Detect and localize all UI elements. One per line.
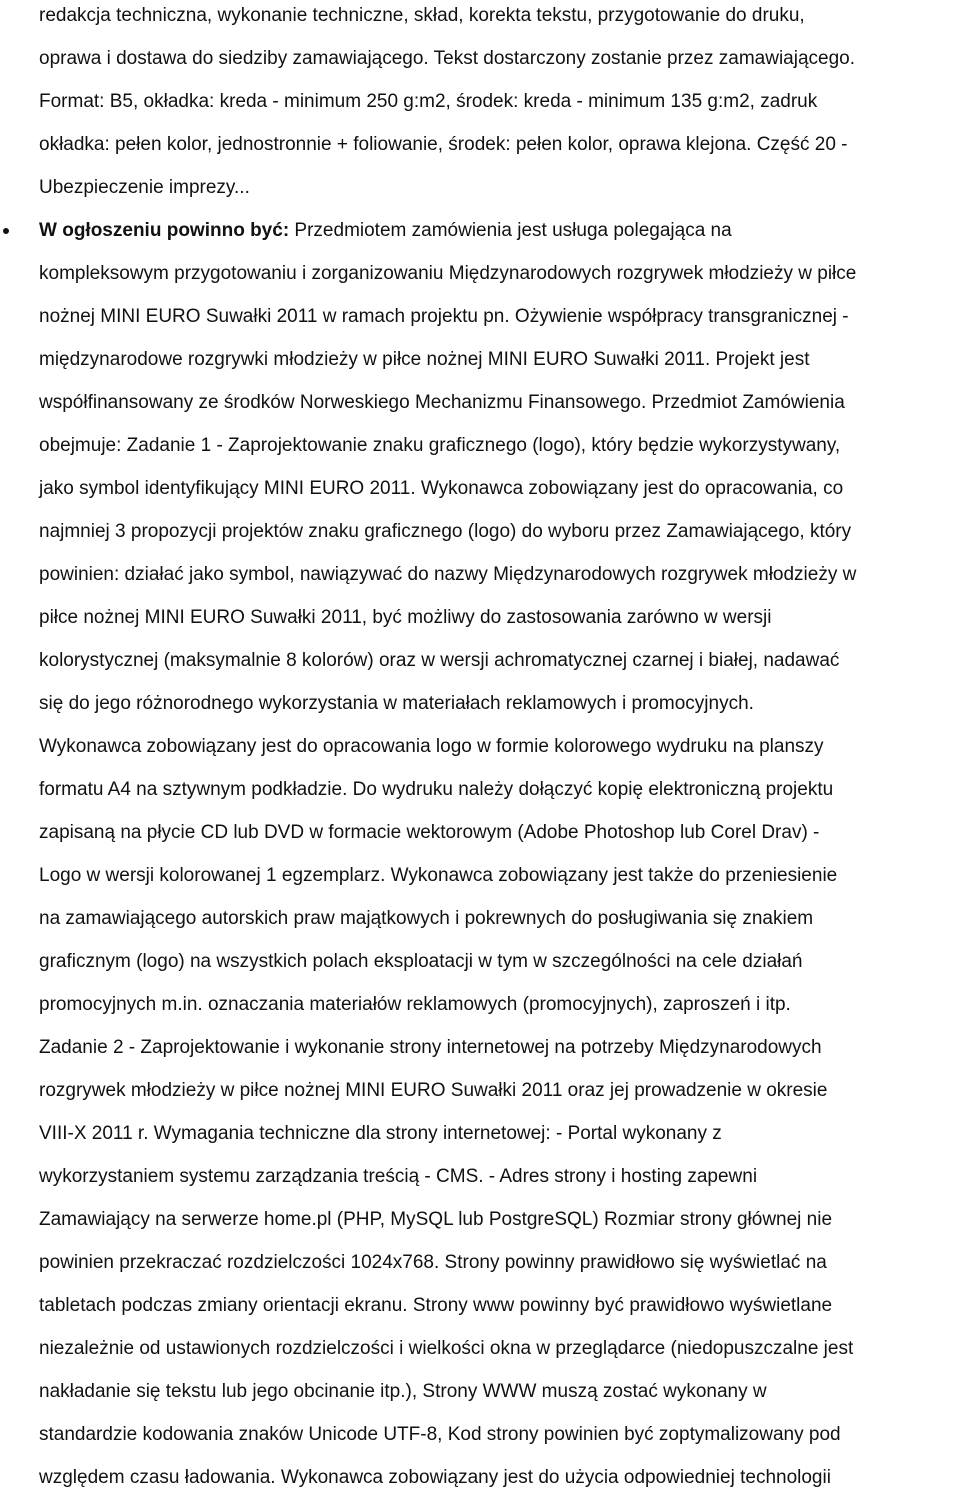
- bullet-first-line-text: Przedmiotem zamówienia jest usługa polegająca na: [289, 220, 732, 241]
- text-line: powinien: działać jako symbol, nawiązywać do nazwy Międzynarodowych rozgrywek młodzieży w: [39, 564, 857, 585]
- text-line: Ubezpieczenie imprezy...: [39, 177, 250, 198]
- text-line: Format: B5, okładka: kreda - minimum 250 g:m2, środek: kreda - minimum 135 g:m2, zadruk: [39, 91, 818, 112]
- text-line: oprawa i dostawa do siedziby zamawiającego. Tekst dostarczony zostanie przez zamawiającego.: [39, 48, 856, 69]
- bullet-first-line: [0, 209, 960, 252]
- bullet-icon: [3, 228, 9, 234]
- text-line: promocyjnych m.in. oznaczania materiałów reklamowych (promocyjnych), zaproszeń i itp.: [39, 994, 791, 1015]
- text-line: VIII-X 2011 r. Wymagania techniczne dla strony internetowej: - Portal wykonany z: [39, 1123, 722, 1144]
- text-line: kolorystycznej (maksymalnie 8 kolorów) oraz w wersji achromatycznej czarnej i białej, nadawać: [39, 650, 840, 671]
- text-line: Zadanie 2 - Zaprojektowanie i wykonanie strony internetowej na potrzeby Międzynarodowych: [39, 1037, 822, 1058]
- text-line: tabletach podczas zmiany orientacji ekranu. Strony www powinny być prawidłowo wyświetlane: [39, 1295, 833, 1316]
- text-line: nożnej MINI EURO Suwałki 2011 w ramach projektu pn. Ożywienie współpracy transgranicznej -: [39, 306, 849, 327]
- text-line: standardzie kodowania znaków Unicode UTF-8, Kod strony powinien być zoptymalizowany pod: [39, 1424, 841, 1445]
- text-line: graficznym (logo) na wszystkich polach eksploatacji w tym w szczególności na cele działań: [39, 951, 803, 972]
- text-line: międzynarodowe rozgrywki młodzieży w piłce nożnej MINI EURO Suwałki 2011. Projekt jest: [39, 349, 810, 370]
- text-line: na zamawiającego autorskich praw majątkowych i pokrewnych do posługiwania się znakiem: [39, 908, 814, 929]
- intro-paragraph: [0, 0, 960, 209]
- text-line: okładka: pełen kolor, jednostronnie + foliowanie, środek: pełen kolor, oprawa klejona. Część 20 -: [39, 134, 848, 155]
- bullet-paragraph: [0, 209, 960, 1499]
- text-line: zapisaną na płycie CD lub DVD w formacie wektorowym (Adobe Photoshop lub Corel Drav) -: [39, 822, 820, 843]
- bullet-body: [0, 252, 960, 1499]
- bullet-lead: W ogłoszeniu powinno być:: [39, 220, 290, 241]
- text-line: nakładanie się tekstu lub jego obcinanie itp.), Strony WWW muszą zostać wykonany w: [39, 1381, 767, 1402]
- text-line: rozgrywek młodzieży w piłce nożnej MINI EURO Suwałki 2011 oraz jej prowadzenie w okresie: [39, 1080, 828, 1101]
- text-line: Wykonawca zobowiązany jest do opracowania logo w formie kolorowego wydruku na planszy: [39, 736, 824, 757]
- text-line: współfinansowany ze środków Norweskiego Mechanizmu Finansowego. Przedmiot Zamówienia: [39, 392, 845, 413]
- text-line: niezależnie od ustawionych rozdzielczości i wielkości okna w przeglądarce (niedopuszczalne jest: [39, 1338, 854, 1359]
- text-line: jako symbol identyfikujący MINI EURO 2011. Wykonawca zobowiązany jest do opracowania, co: [39, 478, 844, 499]
- text-line: formatu A4 na sztywnym podkładzie. Do wydruku należy dołączyć kopię elektroniczną projektu: [39, 779, 834, 800]
- text-line: kompleksowym przygotowaniu i zorganizowaniu Międzynarodowych rozgrywek młodzieży w piłce: [39, 263, 857, 284]
- text-line: się do jego różnorodnego wykorzystania w materiałach reklamowych i promocyjnych.: [39, 693, 754, 714]
- text-line: względem czasu ładowania. Wykonawca zobowiązany jest do użycia odpowiedniej technologii: [39, 1467, 831, 1488]
- text-line: redakcja techniczna, wykonanie techniczne, skład, korekta tekstu, przygotowanie do druku,: [39, 5, 805, 26]
- text-line: Zamawiający na serwerze home.pl (PHP, MySQL lub PostgreSQL) Rozmiar strony głównej nie: [39, 1209, 833, 1230]
- text-line: Logo w wersji kolorowanej 1 egzemplarz. Wykonawca zobowiązany jest także do przeniesienie: [39, 865, 838, 886]
- text-line: wykorzystaniem systemu zarządzania treścią - CMS. - Adres strony i hosting zapewni: [39, 1166, 758, 1187]
- text-line: obejmuje: Zadanie 1 - Zaprojektowanie znaku graficznego (logo), który będzie wykorzystywany,: [39, 435, 841, 456]
- text-line: najmniej 3 propozycji projektów znaku graficznego (logo) do wyboru przez Zamawiającego, który: [39, 521, 852, 542]
- text-line: piłce nożnej MINI EURO Suwałki 2011, być możliwy do zastosowania zarówno w wersji: [39, 607, 772, 628]
- text-line: powinien przekraczać rozdzielczości 1024x768. Strony powinny prawidłowo się wyświetlać na: [39, 1252, 827, 1273]
